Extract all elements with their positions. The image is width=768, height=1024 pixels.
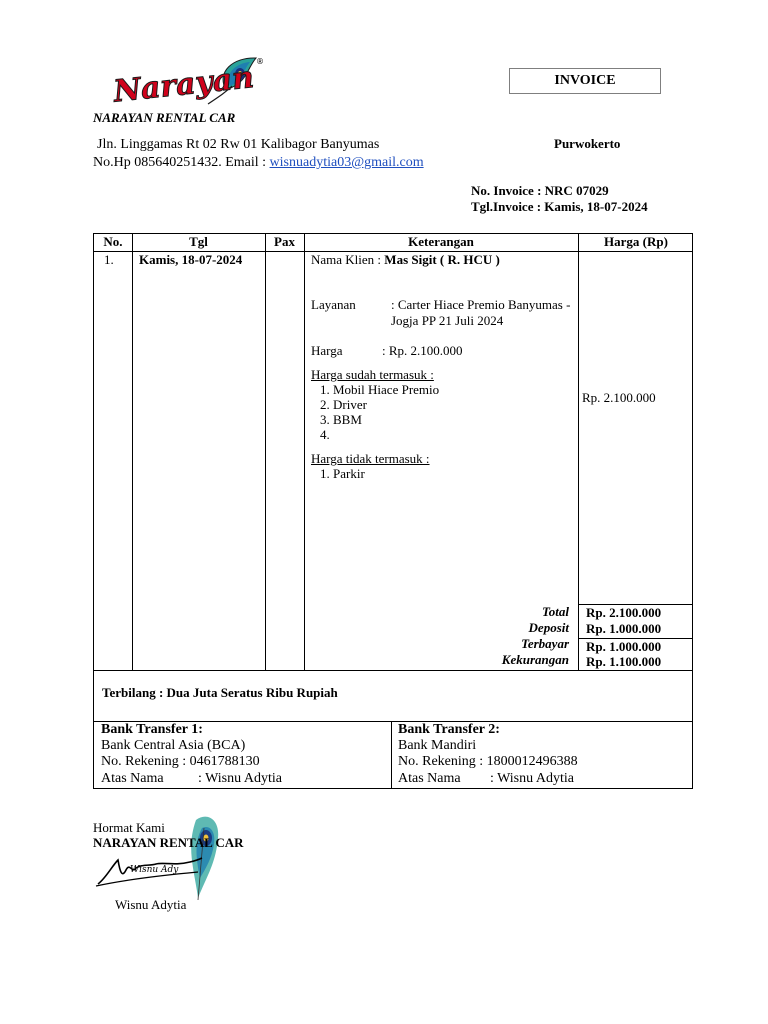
- logo-wordmark: Narayan: [111, 60, 256, 110]
- price-value: : Rp. 2.100.000: [382, 343, 463, 358]
- bank2-name: Bank Mandiri: [398, 738, 477, 753]
- invoice-date: Tgl.Invoice : Kamis, 18-07-2024: [471, 199, 648, 214]
- invoice-table: [93, 233, 693, 671]
- summary-deposit-label: Deposit: [528, 620, 569, 635]
- company-name: NARAYAN RENTAL CAR: [93, 110, 236, 125]
- signature-image: [94, 850, 204, 890]
- bank1-holder-label: Atas Nama: [101, 771, 164, 786]
- bank2-account: No. Rekening : 1800012496388: [398, 754, 578, 769]
- included-item: 3. BBM: [320, 412, 362, 427]
- bank2-holder-label: Atas Nama: [398, 771, 461, 786]
- service-value-2: Jogja PP 21 Juli 2024: [391, 313, 504, 328]
- excluded-title: Harga tidak termasuk :: [311, 451, 430, 466]
- header-price: Harga (Rp): [604, 234, 668, 249]
- excluded-item: 1. Parkir: [320, 466, 365, 481]
- service-value: : Carter Hiace Premio Banyumas -: [391, 297, 571, 312]
- client-line: [311, 252, 500, 268]
- signature-greeting: Hormat Kami: [93, 820, 165, 835]
- bank2-holder: : Wisnu Adytia: [490, 771, 574, 786]
- phone-text: No.Hp 085640251432. Email :: [93, 155, 270, 170]
- header-no: No.: [103, 234, 123, 249]
- included-item: 2. Driver: [320, 397, 367, 412]
- summary-remaining-label: Kekurangan: [501, 652, 569, 667]
- signatory-name: Wisnu Adytia: [115, 897, 187, 912]
- header-description: Keterangan: [408, 234, 474, 249]
- signature-company: NARAYAN RENTAL CAR: [93, 835, 244, 850]
- summary-remaining-value: Rp. 1.100.000: [586, 654, 662, 669]
- included-item: 1. Mobil Hiace Premio: [320, 382, 440, 397]
- included-title: Harga sudah termasuk :: [311, 367, 434, 382]
- included-item: 4.: [320, 427, 330, 442]
- invoice-title: INVOICE: [509, 68, 661, 94]
- summary-total-label: Total: [542, 604, 569, 619]
- row-amount: Rp. 2.100.000: [582, 390, 656, 405]
- summary-paid-value: Rp. 1.000.000: [586, 639, 662, 654]
- summary-deposit-value: Rp. 1.000.000: [586, 621, 662, 636]
- svg-text:®: ®: [256, 57, 264, 66]
- bank1-holder: : Wisnu Adytia: [198, 771, 282, 786]
- bank1-account: No. Rekening : 0461788130: [101, 754, 260, 769]
- amount-in-words: Terbilang : Dua Juta Seratus Ribu Rupiah: [102, 685, 338, 700]
- service-label: Layanan: [311, 297, 356, 312]
- client-name: Mas Sigit ( R. HCU ): [384, 252, 500, 267]
- email-link[interactable]: wisnuadytia03@gmail.com: [269, 155, 424, 170]
- bank1-title: Bank Transfer 1:: [101, 722, 203, 737]
- row-no: 1.: [104, 252, 114, 267]
- header-date: Tgl: [189, 234, 208, 249]
- company-address: Jln. Linggamas Rt 02 Rw 01 Kalibagor Banyumas: [97, 137, 380, 152]
- row-date: Kamis, 18-07-2024: [139, 252, 243, 267]
- invoice-number: No. Invoice : NRC 07029: [471, 183, 609, 198]
- invoice-city: Purwokerto: [554, 136, 621, 151]
- svg-text:Wisnu Ady: Wisnu Ady: [130, 865, 179, 875]
- bank2-title: Bank Transfer 2:: [398, 722, 500, 737]
- bank-transfer-box: [93, 721, 693, 789]
- client-label: Nama Klien :: [311, 252, 385, 267]
- amount-in-words-box: [93, 670, 693, 722]
- summary-paid-label: Terbayar: [521, 636, 569, 651]
- summary-total-value: Rp. 2.100.000: [586, 605, 662, 620]
- bank1-name: Bank Central Asia (BCA): [101, 738, 246, 753]
- company-contact: [93, 155, 424, 171]
- header-pax: Pax: [274, 234, 295, 249]
- price-label: Harga: [311, 343, 343, 358]
- company-logo: [108, 52, 268, 112]
